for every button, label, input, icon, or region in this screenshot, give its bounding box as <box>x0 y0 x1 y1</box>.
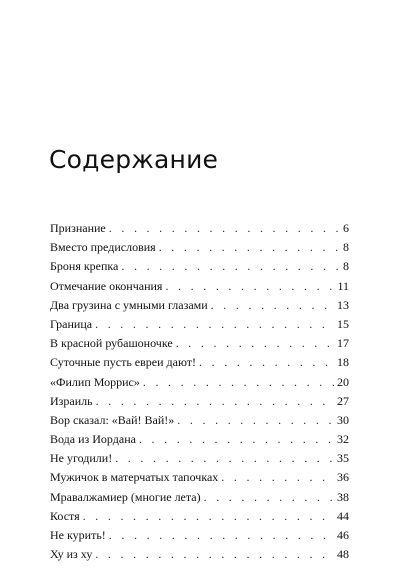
toc-entry-title: «Филип Моррис» <box>50 374 140 389</box>
toc-entry-title: Не угодили! <box>50 451 113 466</box>
toc-entry <box>50 468 349 487</box>
toc-entry <box>50 373 349 392</box>
toc-entry-page: 32 <box>337 432 349 447</box>
toc-entry-page: 27 <box>337 393 349 408</box>
toc-entry-title: Вместо предисловия <box>50 240 156 255</box>
toc-entry-page: 35 <box>337 451 349 466</box>
toc-entry-title: Два грузина с умными глазами <box>50 297 208 312</box>
toc-dot-leader <box>109 526 334 545</box>
toc-dot-leader <box>165 277 334 296</box>
toc-dot-leader <box>177 411 334 430</box>
toc-entry-page: 46 <box>337 528 349 542</box>
toc-entry-title: Костя <box>50 508 80 523</box>
toc-entry <box>50 238 349 257</box>
toc-entry-title: Мужичок в матерчатых тапочках <box>50 470 219 485</box>
page-title: Содержание <box>49 145 219 174</box>
toc-dot-leader <box>109 219 340 238</box>
toc-entry-page: 17 <box>337 336 349 351</box>
toc-entry-title: В красной рубашоночке <box>50 336 173 351</box>
toc-entry-page: 48 <box>337 547 349 562</box>
toc-entry <box>50 507 349 526</box>
toc-dot-leader <box>211 296 334 315</box>
toc-entry-title: Броня крепка <box>50 259 119 274</box>
toc-dot-leader <box>221 468 334 487</box>
toc-entry <box>50 526 349 545</box>
toc-entry <box>50 334 349 353</box>
toc-entry-title: Вор сказал: «Вай! Вай!» <box>50 412 175 427</box>
toc-entry <box>50 277 349 296</box>
toc-entry <box>50 411 349 430</box>
toc-entry-page: 30 <box>337 412 349 427</box>
toc-entry-title: Суточные пусть евреи дают! <box>50 355 197 370</box>
toc-entry <box>50 488 349 507</box>
toc-entry-page: 20 <box>337 374 349 389</box>
toc-dot-leader <box>204 488 334 507</box>
toc-entry <box>50 353 349 372</box>
toc-dot-leader <box>199 353 334 372</box>
toc-entry-page: 15 <box>337 316 349 331</box>
toc-entry-title: Израиль <box>50 393 93 408</box>
toc-entry-page: 36 <box>337 470 349 485</box>
toc-dot-leader <box>83 507 334 526</box>
toc-entry <box>50 392 349 411</box>
toc-entry-page: 13 <box>337 297 349 312</box>
toc-dot-leader <box>139 430 334 449</box>
toc-entry-title: Ху из ху <box>50 547 93 562</box>
toc-dot-leader <box>115 449 334 468</box>
toc-entry-title: Не курить! <box>50 528 106 542</box>
toc-entry-page: 18 <box>337 355 349 370</box>
toc-entry-page: 6 <box>343 221 349 235</box>
toc-entry-page: 44 <box>337 508 349 523</box>
toc-entry-page: 8 <box>343 259 349 274</box>
toc-entry-page: 8 <box>343 240 349 255</box>
toc-entry-page: 11 <box>337 278 349 293</box>
toc-entry-page: 38 <box>337 489 349 504</box>
toc-dot-leader <box>159 238 340 257</box>
toc-entry-title: Признание <box>50 221 106 235</box>
toc-dot-leader <box>95 315 334 334</box>
toc-entry <box>50 257 349 276</box>
toc-dot-leader <box>176 334 334 353</box>
toc-entry <box>50 315 349 334</box>
toc-entry <box>50 430 349 449</box>
toc-dot-leader <box>95 545 334 564</box>
toc-entry <box>50 219 349 238</box>
toc-entry <box>50 545 349 564</box>
toc-entry-title: Отмечание окончания <box>50 278 163 293</box>
toc-entry <box>50 296 349 315</box>
toc-entry-title: Мравалжамиер (многие лета) <box>50 489 201 504</box>
toc-dot-leader <box>121 257 340 276</box>
toc-dot-leader <box>143 373 334 392</box>
toc-dot-leader <box>96 392 334 411</box>
toc-entry-title: Граница <box>50 316 93 331</box>
toc-entry <box>50 449 349 468</box>
table-of-contents <box>50 219 349 564</box>
toc-entry-title: Вода из Иордана <box>50 432 136 447</box>
